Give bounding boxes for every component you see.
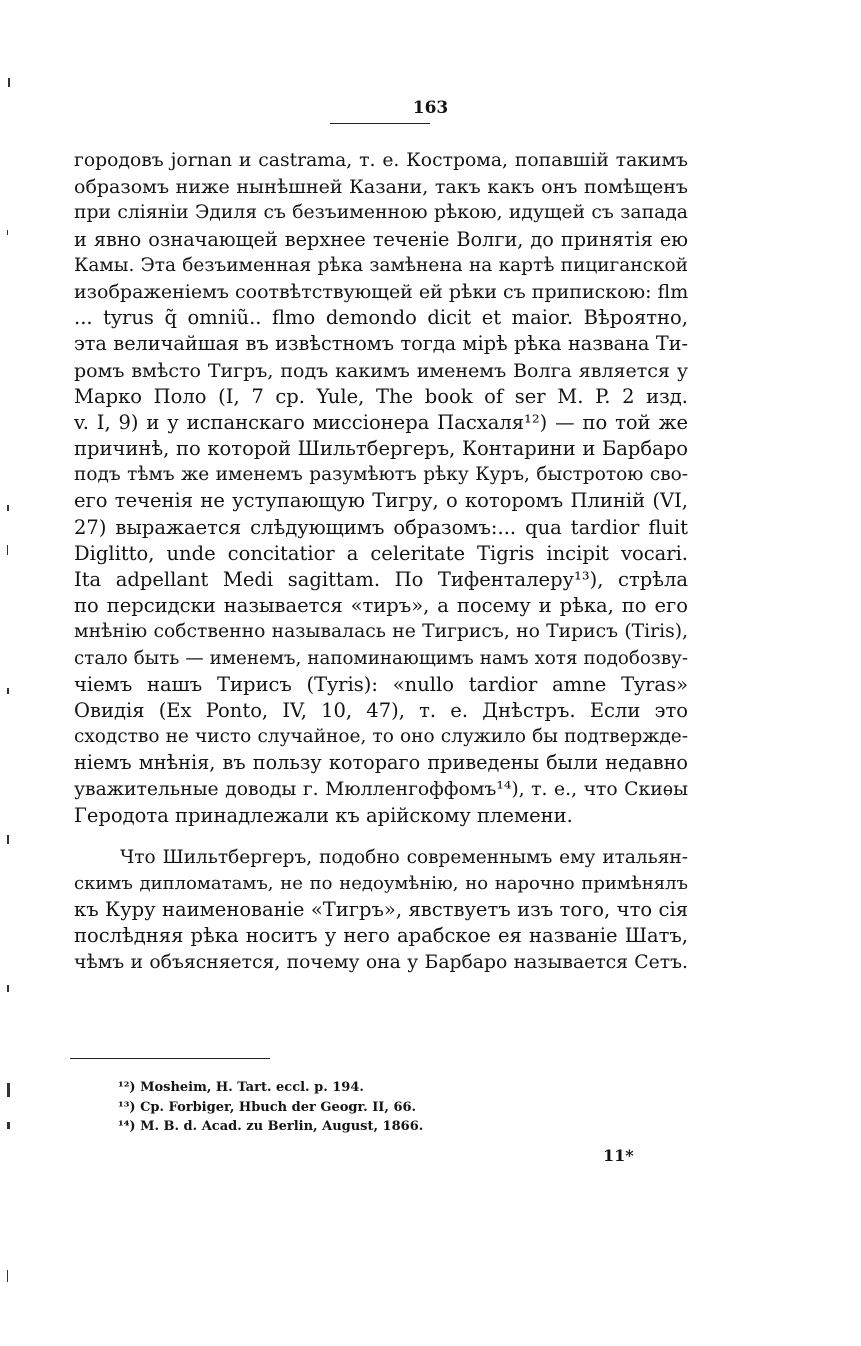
text-line: скимъ дипломатамъ, не по недоумѣнію, но нарочно примѣнялъ: [74, 873, 688, 895]
page-number: 163: [412, 98, 449, 118]
header-rule: [330, 123, 430, 124]
body-text: [74, 148, 688, 976]
text-line: по персидски называется «тиръ», а посему и рѣка, по его: [74, 594, 688, 618]
text-line: къ Куру наименованіе «Тигръ», явствуетъ изъ того, что сія: [74, 898, 688, 922]
text-line: уважительные доводы г. Мюлленгоффомъ¹⁴), т. е., что Скиѳы: [74, 778, 688, 800]
text-line: его теченія не уступающую Тигру, о которомъ Плиній (VI,: [74, 489, 688, 513]
text-line: Марко Поло (I, 7 cp. Yule, The book of ser M. P. 2 изд.: [74, 384, 688, 408]
text-line: ніемъ мнѣнія, въ пользу котораго приведены были недавно: [74, 751, 688, 775]
footnote-rule: [70, 1058, 270, 1059]
text-line: эта величайшая въ извѣстномъ тогда мірѣ рѣка названа Ти-: [74, 332, 688, 356]
text-line: Ita adpellant Medi sagittam. По Тифенталеру¹³), стрѣла: [74, 568, 688, 591]
text-line: Камы. Эта безъименная рѣка замѣнена на картѣ пициганской: [74, 254, 688, 276]
text-line: 27) выражается слѣдующимъ образомъ:... qua tardior fluit: [74, 515, 688, 539]
text-line: Овидія (Ex Ponto, IV, 10, 47), т. е. Днѣстръ. Если это: [74, 698, 688, 722]
footnote: ¹³) Cp. Forbiger, Hbuch der Geogr. II, 66.: [118, 1099, 417, 1115]
signature-mark: 11*: [603, 1146, 634, 1165]
margin-speck: [7, 835, 9, 844]
text-line: послѣдняя рѣка носитъ у него арабское ея названіе Шатъ,: [74, 924, 688, 948]
margin-speck: [7, 1083, 10, 1097]
text-line: при сліяніи Эдиля съ безъименною рѣкою, идущей съ запада: [74, 202, 688, 224]
paragraph-gap: [74, 829, 688, 845]
text-line: подъ тѣмъ же именемъ разумѣютъ рѣку Куръ, быстротою сво-: [74, 464, 688, 486]
text-line: Геродота принадлежали къ арійскому племени.: [74, 803, 573, 827]
text-line: причинѣ, по которой Шильтбергеръ, Контарини и Барбаро: [74, 437, 688, 461]
margin-speck: [8, 78, 10, 87]
text-line: Что Шильтбергеръ, подобно современнымъ ему итальян-: [120, 846, 688, 868]
margin-speck: [7, 985, 9, 992]
text-line: образомъ ниже нынѣшней Казани, такъ какъ онъ помѣщенъ: [74, 176, 688, 199]
text-line: городовъ jornan и castrama, т. е. Кострома, попавшій такимъ: [74, 150, 688, 171]
margin-speck: [7, 1122, 10, 1129]
text-line: Diglitto, unde concitatior a celeritate Tigris incipit vocari.: [74, 541, 688, 565]
margin-speck: [7, 505, 9, 511]
footnote: ¹⁴) M. B. d. Acad. zu Berlin, August, 1866.: [118, 1119, 424, 1134]
text-line: и явно означающей верхнее теченіе Волги, до принятія ею: [74, 227, 688, 251]
margin-speck: [7, 545, 8, 555]
text-line: чѣмъ и объясняется, почему она у Барбаро называется Сетъ.: [74, 951, 688, 973]
footnotes: [118, 1078, 678, 1137]
text-line: стало быть — именемъ, напоминающимъ намъ хотя подобозву-: [74, 647, 688, 669]
text-line: ромъ вмѣсто Тигръ, подъ какимъ именемъ Волга является у: [74, 359, 688, 382]
text-line: ... tyrus q̃ omniũ.. flmo demondo dicit et maior. Вѣроятно,: [74, 306, 688, 330]
text-line: сходство не чисто случайное, то оно служило бы подтвержде-: [74, 726, 688, 748]
margin-speck: [7, 688, 9, 694]
footnote: ¹²) Mosheim, H. Tart. eccl. p. 194.: [118, 1080, 364, 1095]
margin-speck: [7, 230, 8, 235]
text-line: чіемъ нашъ Тирисъ (Tyris): «nullo tardior amne Tyras»: [74, 672, 688, 696]
text-line: v. I, 9) и у испанскаго миссіонера Пасхаля¹²) — по той же: [74, 410, 688, 434]
margin-speck: [7, 1270, 8, 1282]
text-line: мнѣнію собственно называлась не Тигрисъ, но Тирисъ (Tiris),: [74, 621, 688, 643]
text-line: изображеніемъ соотвѣтствующей ей рѣки съ припискою: flm: [74, 280, 689, 303]
